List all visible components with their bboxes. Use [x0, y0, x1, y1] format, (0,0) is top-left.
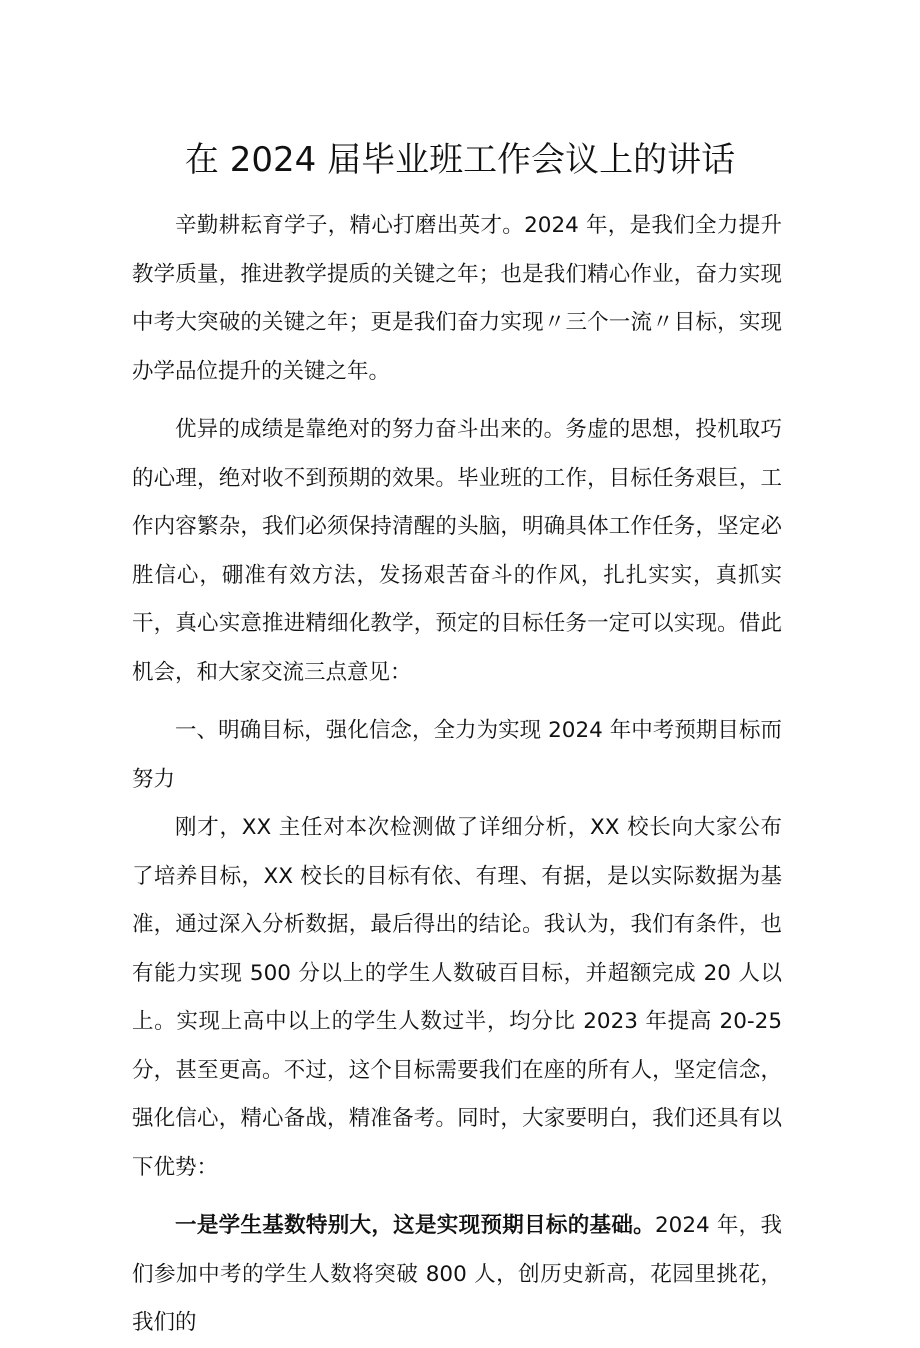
advantage-one-text: 2024 年，我们参加中考的学生人数将突破 800 人，创历史新高，花园里挑花，我们的: [132, 1213, 782, 1335]
advantage-one-lead: 一是学生基数特别大，这是实现预期目标的基础。: [175, 1213, 655, 1238]
paragraph-advantage-one: [132, 1202, 782, 1348]
section-heading-one: 一、明确目标，强化信念，全力为实现 2024 年中考预期目标而努力: [132, 718, 782, 792]
document-title: 在 2024 届毕业班工作会议上的讲话: [184, 140, 736, 180]
paragraph-effort: 优异的成绩是靠绝对的努力奋斗出来的。务虚的思想，投机取巧的心理，绝对收不到预期的效果。毕业班的工作，目标任务艰巨，工作内容繁杂，我们必须保持清醒的头脑，明确具体工作任务，坚定必胜信心，硼准有效方法，发扬艰苦奋斗的作风，扎扎实实，真抓实干，真心实意推进精细化教学，预定的目标任务一定可以实现。借此机会，和大家交流三点意见：: [132, 417, 782, 685]
document-body: [132, 202, 782, 1348]
paragraph-intro: 辛勤耕耘育学子，精心打磨出英才。2024 年，是我们全力提升教学质量，推进教学提质的关键之年；也是我们精心作业，奋力实现中考大突破的关键之年；更是我们奋力实现〃三个一流〃目标，实现办学品位提升的关键之年。: [132, 213, 782, 384]
paragraph-targets: 刚才，XX 主任对本次检测做了详细分析，XX 校长向大家公布了培养目标，XX 校长的目标有依、有理、有据，是以实际数据为基准，通过深入分析数据，最后得出的结论。我认为，我们有条件，也有能力实现 500 分以上的学生人数破百目标，并超额完成 20 人以上。实现上高中以上的学生人数过半，均分比 2023 年提高 20-25 分，甚至更高。不过，这个目标需要我们在座的所有人，坚定信念，强化信心，精心备战，精准备考。同时，大家要明白，我们还具有以下优势：: [132, 815, 782, 1180]
